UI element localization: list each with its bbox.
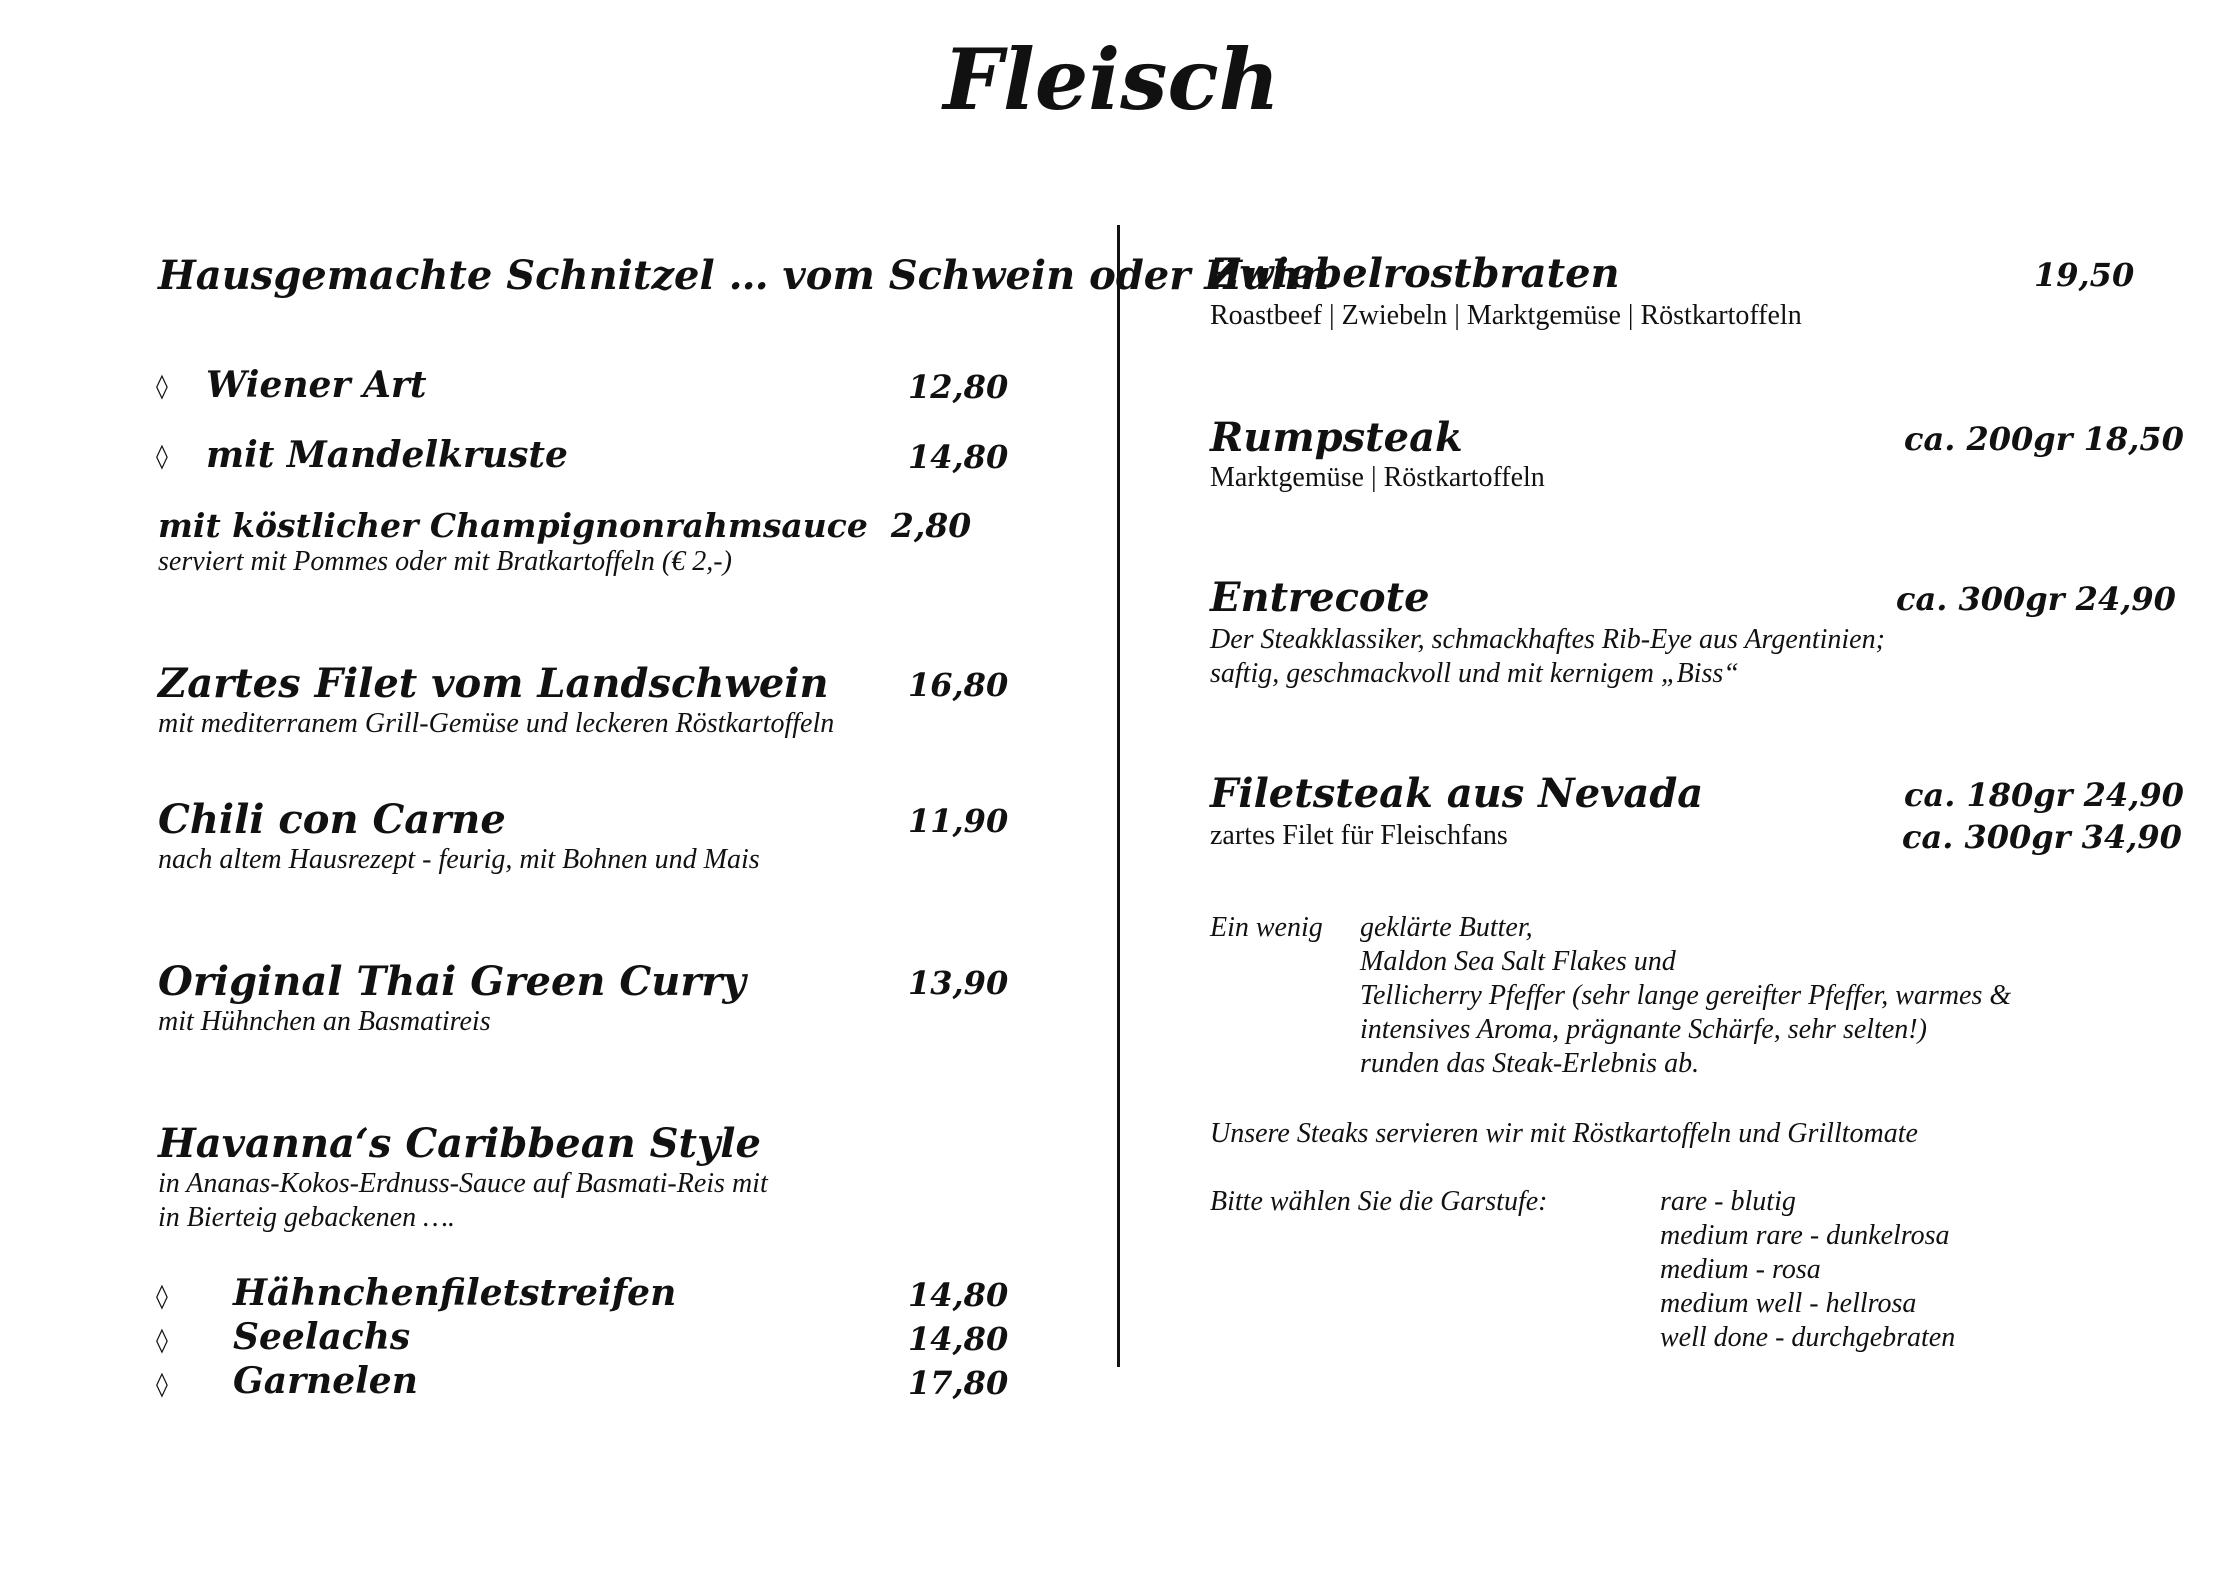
havanna-name: Havanna‘s Caribbean Style [158,1120,761,1167]
rump-name: Rumpsteak [1210,414,1463,461]
havanna-item-name: Garnelen [233,1360,418,1402]
havanna-desc: in Bierteig gebackenen …. [158,1202,456,1233]
entrecote-name: Entrecote [1210,574,1430,621]
sauce-option [158,506,971,545]
page-title: Fleisch [943,30,1280,129]
note-line: Maldon Sea Salt Flakes und [1360,946,1676,977]
zwiebel-desc: Roastbeef | Zwiebeln | Marktgemüse | Röstkartoffeln [1210,300,1802,331]
filetsteak-desc: zartes Filet für Fleischfans [1210,820,1508,851]
garstufe-level: medium - rosa [1660,1254,1821,1285]
havanna-item-name: Seelachs [233,1316,411,1358]
note-line: intensives Aroma, prägnante Schärfe, sehr selten!) [1360,1014,1927,1045]
filetsteak-price: ca. 300gr 34,90 [1902,818,2182,856]
entrecote-desc: saftig, geschmackvoll und mit kernigem „Biss“ [1210,658,1739,689]
zwiebel-name: Zwiebelrostbraten [1210,250,1620,297]
curry-desc: mit Hühnchen an Basmatireis [158,1006,491,1037]
havanna-item-name: Hähnchenfiletstreifen [233,1272,677,1314]
schnitzel-item-name: Wiener Art [206,364,427,406]
bullet-icon: ◊ [156,442,168,470]
filet-desc: mit mediterranem Grill-Gemüse und leckeren Röstkartoffeln [158,708,835,739]
chili-price: 11,90 [908,802,1009,840]
steaks-served: Unsere Steaks servieren wir mit Röstkartoffeln und Grilltomate [1210,1118,1918,1149]
note-line: geklärte Butter, [1360,912,1533,943]
schnitzel-item-price: 14,80 [908,438,1009,476]
bullet-icon: ◊ [156,1282,168,1310]
schnitzel-item-name: mit Mandelkruste [206,434,568,476]
garstufe-level: rare - blutig [1660,1186,1796,1217]
havanna-item-price: 14,80 [908,1276,1009,1314]
note-line: runden das Steak-Erlebnis ab. [1360,1048,1700,1079]
schnitzel-item-price: 12,80 [908,368,1009,406]
curry-price: 13,90 [908,964,1009,1002]
sauce-label: mit köstlicher Champignonrahmsauce [158,506,868,545]
note-line: Tellicherry Pfeffer (sehr lange gereifter Pfeffer, warmes & [1360,980,2012,1011]
zwiebel-price: 19,50 [2034,256,2135,294]
havanna-item-price: 17,80 [908,1364,1009,1402]
sauce-price: 2,80 [890,506,972,545]
note-lead: Ein wenig [1210,912,1323,943]
entrecote-price: ca. 300gr 24,90 [1896,580,2176,618]
chili-desc: nach altem Hausrezept - feurig, mit Bohnen und Mais [158,844,760,875]
filet-price: 16,80 [908,666,1009,704]
havanna-item-price: 14,80 [908,1320,1009,1358]
filet-name: Zartes Filet vom Landschwein [158,660,829,707]
bullet-icon: ◊ [156,372,168,400]
filetsteak-name: Filetsteak aus Nevada [1210,770,1704,817]
bullet-icon: ◊ [156,1326,168,1354]
garstufe-level: medium rare - dunkelrosa [1660,1220,1950,1251]
column-divider [1117,225,1120,1367]
chili-name: Chili con Carne [158,796,506,843]
garstufe-level: well done - durchgebraten [1660,1322,1956,1353]
curry-name: Original Thai Green Curry [158,958,746,1005]
garstufe-label: Bitte wählen Sie die Garstufe: [1210,1186,1548,1217]
havanna-desc: in Ananas-Kokos-Erdnuss-Sauce auf Basmati-Reis mit [158,1168,768,1199]
schnitzel-served: serviert mit Pommes oder mit Bratkartoffeln (€ 2,-) [158,546,732,577]
filetsteak-price: ca. 180gr 24,90 [1904,776,2184,814]
rump-desc: Marktgemüse | Röstkartoffeln [1210,462,1545,493]
schnitzel-heading: Hausgemachte Schnitzel … vom Schwein oder Huhn [158,252,1330,299]
garstufe-level: medium well - hellrosa [1660,1288,1917,1319]
entrecote-desc: Der Steakklassiker, schmackhaftes Rib-Eye aus Argentinien; [1210,624,1885,655]
bullet-icon: ◊ [156,1370,168,1398]
rump-price: ca. 200gr 18,50 [1904,420,2184,458]
